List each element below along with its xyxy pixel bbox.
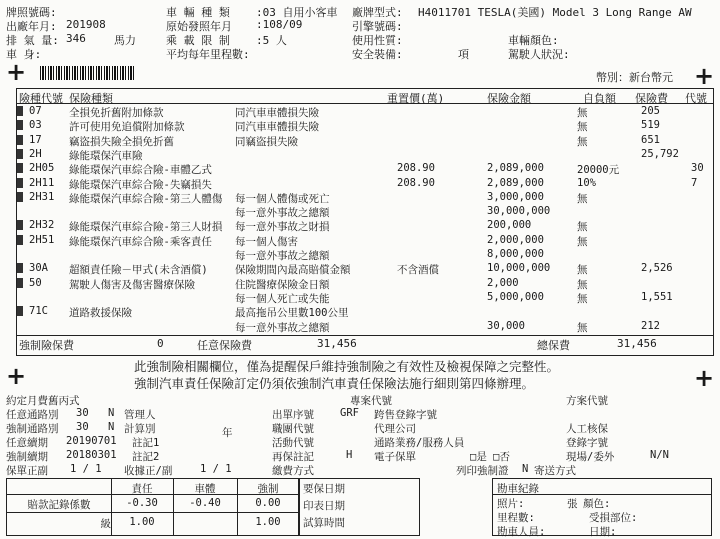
row-insured-amount: 10,000,000 bbox=[487, 262, 551, 275]
row-marker bbox=[17, 135, 23, 145]
fee-scheme-label: 約定月費舊丙式 bbox=[6, 395, 80, 407]
print-date-label: 印表日期 bbox=[303, 500, 345, 512]
usage-label: 使用性質: bbox=[352, 34, 403, 47]
comp-renewal-value: 20180301 bbox=[66, 449, 117, 461]
row-premium: 651 bbox=[641, 133, 660, 146]
driver-status-label: 駕駛人狀況: bbox=[508, 48, 570, 61]
cross-sell-label: 跨售登錄字號 bbox=[374, 409, 437, 421]
note1-label: 註記1 bbox=[132, 437, 160, 449]
row-code: 2H11 bbox=[29, 176, 55, 189]
project-code-label: 專案代號 bbox=[350, 395, 392, 407]
manual-underwriting-label: 人工核保 bbox=[566, 423, 608, 435]
vol-channel-value: 30 bbox=[76, 407, 89, 419]
row-description: 每一個人體傷或死亡 bbox=[235, 192, 330, 205]
coverage-table bbox=[16, 88, 714, 356]
row-description: 同汽車車體損失險 bbox=[235, 107, 319, 119]
row-description: 每一個人死亡或失能 bbox=[235, 292, 330, 305]
coverage-row bbox=[17, 177, 713, 190]
row-code2: 7 bbox=[691, 176, 698, 189]
first-issue-label: 原始發照年月 bbox=[166, 20, 232, 33]
reinsurance-label: 再保註記 bbox=[272, 451, 314, 463]
vehicle-type-value: :03 自用小客車 bbox=[256, 6, 338, 19]
grid-cell-compulsory-level: 1.00 bbox=[255, 516, 281, 528]
row-description: 最高拖吊公里數100公里 bbox=[235, 307, 349, 320]
row-code: 2H05 bbox=[29, 162, 55, 175]
safety-label: 安全裝備: bbox=[352, 48, 403, 61]
print-dates-box bbox=[298, 478, 420, 536]
notice-line-1: 此強制險相關欄位，僅為提醒保戶維持強制險之有效性及檢視保障之完整性。 bbox=[134, 359, 560, 374]
col-header-deductible: 自負額 bbox=[583, 92, 616, 105]
row-coverage-name: 道路救援保險 bbox=[69, 307, 132, 320]
row-coverage-name: 許可使用免追償附加條款 bbox=[69, 121, 185, 134]
comp-channel-value: 30 bbox=[76, 421, 89, 433]
row-replacement-value: 不含酒償 bbox=[397, 264, 439, 277]
row-deductible: 無 bbox=[577, 221, 588, 234]
row-coverage-name: 綠能環保汽車綜合險-乘客責任 bbox=[69, 235, 212, 248]
engine-label: 引擎號碼: bbox=[352, 20, 403, 33]
row-insured-amount: 3,000,000 bbox=[487, 190, 544, 203]
col-header-premium: 保險費 bbox=[635, 92, 668, 105]
e-policy-options[interactable]: □是 □否 bbox=[470, 451, 510, 463]
coverage-row bbox=[17, 105, 713, 118]
row-code: 03 bbox=[29, 119, 42, 132]
grid-cell-liability-factor: -0.30 bbox=[126, 497, 158, 509]
row-coverage-name: 全損免折舊附加條款 bbox=[69, 107, 164, 119]
total-premium-label: 總保費 bbox=[537, 339, 570, 352]
print-compulsory-label: 列印強制證 bbox=[456, 465, 509, 477]
row-description: 住院醫療保險金日額 bbox=[235, 278, 330, 291]
mileage-field-label: 里程數: bbox=[497, 512, 535, 524]
model-value: H4011701 TESLA(美國) Model 3 Long Range AW bbox=[418, 6, 692, 19]
vehicle-inspection-box bbox=[492, 478, 712, 536]
col-header-amount: 保險金額 bbox=[487, 92, 531, 105]
row-coverage-name: 綠能環保汽車險 bbox=[69, 149, 143, 162]
comp-renewal-label: 強制續期 bbox=[6, 451, 48, 463]
photo-unit: 張 bbox=[567, 498, 578, 510]
inspector-label: 勘車人員: bbox=[497, 526, 546, 538]
delivery-method-label: 寄送方式 bbox=[534, 465, 576, 477]
voluntary-premium-value: 31,456 bbox=[317, 337, 357, 350]
row-premium: 2,526 bbox=[641, 262, 673, 275]
row-deductible: 無 bbox=[577, 135, 588, 148]
crosshair-mark-mid-left: + bbox=[6, 362, 27, 390]
payment-method-label: 繳費方式 bbox=[272, 465, 314, 477]
coverage-row bbox=[17, 248, 713, 261]
receipt-copy-label: 收據正/副 bbox=[124, 465, 173, 477]
capacity-label: 乘 載 限 制 bbox=[166, 34, 230, 47]
receipt-copy-value: 1 / 1 bbox=[200, 463, 232, 475]
vol-renewal-value: 20190701 bbox=[66, 435, 117, 447]
row-premium: 205 bbox=[641, 105, 660, 117]
coverage-row bbox=[17, 162, 713, 175]
row-insured-amount: 2,089,000 bbox=[487, 176, 544, 189]
row-code: 2H51 bbox=[29, 233, 55, 246]
print-compulsory-value: N bbox=[522, 463, 529, 475]
policy-copy-label: 保單正副 bbox=[6, 465, 48, 477]
row-marker bbox=[17, 120, 23, 130]
row-description: 保險期間內最高賠償金額 bbox=[235, 264, 351, 277]
notice-line-2: 強制汽車責任保險訂定仍須依強制汽車責任保險法施行細則第四條辦理。 bbox=[134, 376, 535, 391]
horsepower-unit: 馬力 bbox=[114, 34, 136, 47]
photo-label: 照片: bbox=[497, 498, 525, 510]
inspection-title: 勘車紀錄 bbox=[497, 483, 539, 495]
row-marker bbox=[17, 178, 23, 188]
color-label: 車輛顏色: bbox=[508, 34, 559, 47]
row-deductible: 無 bbox=[577, 264, 588, 277]
activity-code-label: 活動代號 bbox=[272, 437, 314, 449]
coverage-row bbox=[17, 148, 713, 161]
row-code: 07 bbox=[29, 105, 42, 117]
row-insured-amount: 8,000,000 bbox=[487, 248, 544, 260]
row-premium: 212 bbox=[641, 319, 660, 332]
coverage-row bbox=[17, 191, 713, 204]
row-deductible: 無 bbox=[577, 192, 588, 205]
coverage-row bbox=[17, 219, 713, 232]
row-deductible: 10% bbox=[577, 176, 596, 189]
row-insured-amount: 5,000,000 bbox=[487, 290, 544, 303]
vol-channel-flag: N bbox=[108, 407, 115, 419]
row-insured-amount: 2,089,000 bbox=[487, 162, 544, 175]
row-deductible: 無 bbox=[577, 235, 588, 248]
row-coverage-name: 綠能環保汽車綜合險-第三人體傷 bbox=[69, 192, 223, 205]
row-code: 2H32 bbox=[29, 219, 55, 232]
coverage-row bbox=[17, 262, 713, 275]
coverage-row bbox=[17, 277, 713, 290]
row-description: 每一意外事故之總額 bbox=[235, 321, 330, 334]
first-issue-value: :108/09 bbox=[256, 18, 303, 31]
row-marker bbox=[17, 106, 23, 116]
note2-label: 註記2 bbox=[132, 451, 160, 463]
manufacture-value: 201908 bbox=[66, 18, 106, 31]
row-marker bbox=[17, 235, 23, 245]
registration-label: 登錄字號 bbox=[566, 437, 608, 449]
row-description: 每一意外事故之總額 bbox=[235, 207, 330, 220]
policy-copy-value: 1 / 1 bbox=[70, 463, 102, 475]
grid-col-body: 車體 bbox=[194, 483, 216, 495]
voluntary-premium-label: 任意保險費 bbox=[197, 339, 252, 352]
col-header-name: 保險種類 bbox=[69, 92, 113, 105]
row-coverage-name: 竊盜損失險全損免折舊 bbox=[69, 135, 174, 148]
currency-label: 幣別：新台幣元 bbox=[596, 71, 673, 84]
row-coverage-name: 綠能環保汽車綜合險-失竊損失 bbox=[69, 178, 212, 191]
manager-label: 管理人 bbox=[124, 409, 156, 421]
issue-serial-label: 出單序號 bbox=[272, 409, 314, 421]
row-coverage-name: 綠能環保汽車綜合險-車體乙式 bbox=[69, 164, 212, 177]
vol-channel-label: 任意通路別 bbox=[6, 409, 59, 421]
trial-time-label: 試算時間 bbox=[303, 517, 345, 529]
coverage-row bbox=[17, 119, 713, 132]
row-code2: 30 bbox=[691, 162, 704, 175]
coverage-row bbox=[17, 320, 713, 333]
crosshair-mark-mid-right: + bbox=[694, 364, 715, 392]
col-header-code: 險種代號 bbox=[19, 92, 63, 105]
safety-unit: 項 bbox=[458, 48, 469, 61]
row-deductible: 無 bbox=[577, 107, 588, 119]
row-marker bbox=[17, 163, 23, 173]
row-insured-amount: 30,000 bbox=[487, 319, 525, 332]
channel-staff-label: 通路業務/服務人員 bbox=[374, 437, 465, 449]
row-premium: 519 bbox=[641, 119, 660, 132]
barcode-top bbox=[40, 66, 136, 80]
grid-cell-body-factor: -0.40 bbox=[189, 497, 221, 509]
row-code: 2H31 bbox=[29, 190, 55, 203]
coverage-row bbox=[17, 305, 713, 318]
coverage-row bbox=[17, 291, 713, 304]
calc-type-value: 年 bbox=[222, 427, 233, 439]
row-description: 每一個人傷害 bbox=[235, 235, 298, 248]
group-code-label: 職團代號 bbox=[272, 423, 314, 435]
claim-factor-grid bbox=[6, 478, 300, 536]
coverage-row bbox=[17, 234, 713, 247]
row-deductible: 無 bbox=[577, 292, 588, 305]
model-label: 廠牌型式: bbox=[352, 6, 403, 19]
row-marker bbox=[17, 149, 23, 159]
body-label: 車 身: bbox=[6, 48, 42, 61]
summary-divider bbox=[17, 335, 713, 336]
coverage-row bbox=[17, 205, 713, 218]
grid-cell-compulsory-factor: 0.00 bbox=[255, 497, 281, 509]
grid-col-compulsory: 強制 bbox=[257, 483, 279, 495]
row-marker bbox=[17, 278, 23, 288]
calc-type-label: 計算別 bbox=[124, 423, 156, 435]
crosshair-mark-top-left: + bbox=[6, 58, 27, 86]
compulsory-premium-value: 0 bbox=[157, 337, 164, 350]
row-deductible: 20000元 bbox=[577, 164, 620, 177]
agency-label: 代理公司 bbox=[374, 423, 416, 435]
row-insured-amount: 2,000,000 bbox=[487, 233, 544, 246]
row-deductible: 無 bbox=[577, 121, 588, 134]
row-deductible: 無 bbox=[577, 321, 588, 334]
reinsurance-value: H bbox=[346, 449, 353, 461]
issue-serial-value: GRF bbox=[340, 407, 359, 419]
row-code: 2H bbox=[29, 147, 42, 160]
row-code: 17 bbox=[29, 133, 42, 146]
row-insured-amount: 200,000 bbox=[487, 219, 532, 232]
row-coverage-name: 綠能環保汽車綜合險-第三人財損 bbox=[69, 221, 223, 234]
vehicle-type-label: 車 輛 種 類 bbox=[166, 6, 230, 19]
displacement-label: 排 氣 量: bbox=[6, 34, 59, 47]
grid-cell-liability-level: 1.00 bbox=[129, 516, 155, 528]
compulsory-premium-label: 強制險保費 bbox=[19, 339, 74, 352]
comp-channel-label: 強制通路別 bbox=[6, 423, 59, 435]
row-premium: 25,792 bbox=[641, 147, 679, 160]
row-description: 每一意外事故之總額 bbox=[235, 250, 330, 262]
comp-channel-flag: N bbox=[108, 421, 115, 433]
color-field-label: 顏色: bbox=[583, 498, 611, 510]
row-replacement-value: 208.90 bbox=[397, 176, 435, 189]
damage-label: 受損部位: bbox=[589, 512, 638, 524]
row-description: 同竊盜損失險 bbox=[235, 135, 298, 148]
col-header-sum: 重置價(萬) bbox=[387, 92, 445, 105]
row-insured-amount: 30,000,000 bbox=[487, 205, 551, 218]
e-policy-label: 電子保單 bbox=[374, 451, 416, 463]
row-premium: 1,551 bbox=[641, 290, 673, 303]
mileage-label: 平均每年里程數: bbox=[166, 48, 250, 61]
row-code: 71C bbox=[29, 305, 48, 318]
row-description: 每一意外事故之財損 bbox=[235, 221, 330, 234]
row-marker bbox=[17, 263, 23, 273]
coverage-row bbox=[17, 134, 713, 147]
row-insured-amount: 2,000 bbox=[487, 276, 519, 289]
header-divider bbox=[17, 103, 713, 104]
row-code: 50 bbox=[29, 276, 42, 289]
onsite-label: 現場/委外 bbox=[566, 451, 615, 463]
grid-col-liability: 責任 bbox=[131, 483, 153, 495]
row-marker bbox=[17, 220, 23, 230]
row-coverage-name: 超額責任險－甲式(未含酒償) bbox=[69, 264, 208, 277]
row-coverage-name: 駕駛人傷害及傷害醫療保險 bbox=[69, 278, 195, 291]
plan-code-label: 方案代號 bbox=[566, 395, 608, 407]
displacement-value: 346 bbox=[66, 32, 86, 45]
total-premium-value: 31,456 bbox=[617, 337, 657, 350]
grid-row-claims-factor: 賠款記錄係數 bbox=[27, 499, 91, 511]
row-marker bbox=[17, 192, 23, 202]
manufacture-label: 出廠年月: bbox=[6, 20, 57, 33]
inspection-date-label: 日期: bbox=[589, 526, 617, 538]
apply-date-label: 要保日期 bbox=[303, 483, 345, 495]
row-deductible: 無 bbox=[577, 278, 588, 291]
row-marker bbox=[17, 306, 23, 316]
capacity-value: :5 人 bbox=[256, 34, 287, 47]
row-replacement-value: 208.90 bbox=[397, 162, 435, 175]
row-description: 同汽車車體損失險 bbox=[235, 121, 319, 134]
row-code: 30A bbox=[29, 262, 48, 275]
plate-label: 牌照號碼: bbox=[6, 6, 57, 19]
crosshair-mark-top-right: + bbox=[694, 62, 715, 90]
col-header-code2: 代號 bbox=[685, 92, 707, 105]
grid-row-level: 級 bbox=[100, 518, 111, 530]
onsite-value: N/N bbox=[650, 449, 669, 461]
vol-renewal-label: 任意續期 bbox=[6, 437, 48, 449]
